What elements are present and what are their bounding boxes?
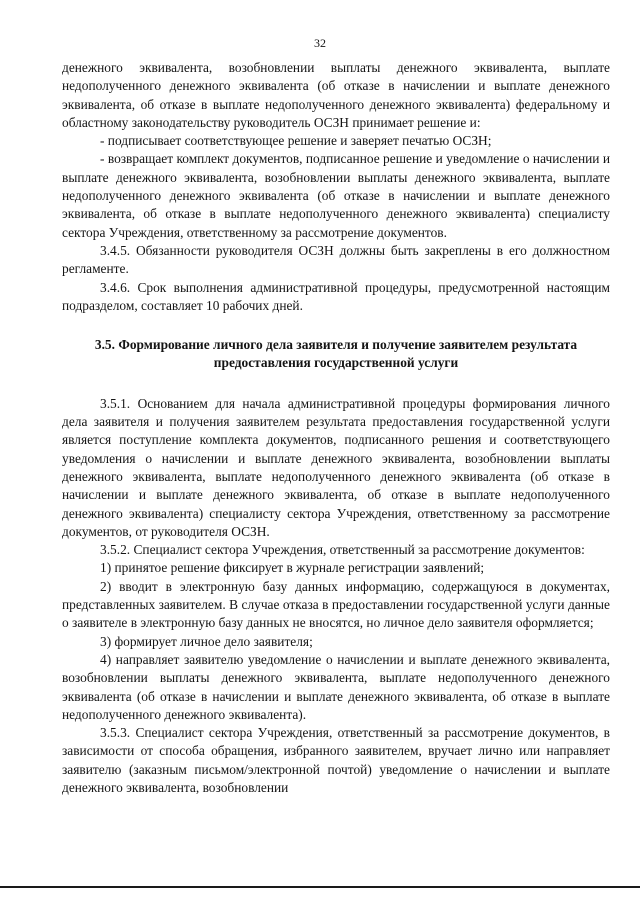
paragraph-continuation: денежного эквивалента, возобновлении выплаты денежного эквивалента, выплате недополученного денежного эквивалента (об отказе в начислении и выплате денежного эквивалента, об отказе в выплате недополученного денежного эквивалента) федеральному и областному законодательству руководитель ОСЗН принимает решение и: — [62, 60, 610, 130]
list-item-3: 3) формирует личное дело заявителя; — [100, 633, 313, 649]
paragraph-3-5-2: 3.5.2. Специалист сектора Учреждения, ответственный за рассмотрение документов: — [100, 542, 585, 558]
paragraph-3-4-5: 3.4.5. Обязанности руководителя ОСЗН должны быть закреплены в его должностном регламенте. — [62, 242, 610, 277]
document-body — [62, 59, 610, 797]
section-heading-3-5: 3.5. Формирование личного дела заявителя и получение заявителем результата предоставления государственной услуги — [94, 337, 578, 371]
page-bottom-rule — [0, 886, 640, 888]
paragraph-3-4-6: 3.4.6. Срок выполнения административной процедуры, предусмотренной настоящим подразделом, составляет 10 рабочих дней. — [62, 279, 610, 313]
page-number: 32 — [314, 36, 326, 50]
list-item-4: 4) направляет заявителю уведомление о начислении и выплате денежного эквивалента, возобновлении выплаты денежного эквивалента, выплате недополученного денежного эквивалента (об отказе в начислении и выплате денежного эквивалента, об отказе в выплате недополученного денежного эквивалента). — [62, 651, 610, 722]
paragraph-return-documents: - возвращает комплект документов, подписанное решение и уведомление о начислении и выплате денежного эквивалента, возобновлении выплаты денежного эквивалента, выплате недополученного денежного эквивалента (об отказе в начислении и выплате денежного эквивалента, об отказе в выплате недополученного денежного эквивалента) специалисту сектора Учреждения, ответственному за рассмотрение документов. — [62, 151, 610, 240]
list-item-2: 2) вводит в электронную базу данных информацию, содержащуюся в документах, представленных заявителем. В случае отказа в предоставлении государственной услуги данные о заявителе в электронную базу данных не вносятся, но личное дело заявителя оформляется; — [62, 578, 610, 631]
paragraph-3-5-1: 3.5.1. Основанием для начала административной процедуры формирования личного дела заявителя и получения заявителем результата предоставления государственной услуги является поступление комплекта документов, подписанного решения и соответствующего уведомления о начислении и выплате денежного эквивалента, возобновлении выплаты денежного эквивалента, выплате недополученного денежного эквивалента (об отказе в начислении и выплате денежного эквивалента, об отказе в выплате недополученного денежного эквивалента) специалисту сектора Учреждения, ответственному за рассмотрение документов, от руководителя ОСЗН. — [62, 395, 610, 539]
paragraph-sign-decision: - подписывает соответствующее решение и заверяет печатью ОСЗН; — [100, 133, 492, 149]
list-item-1: 1) принятое решение фиксирует в журнале регистрации заявлений; — [100, 560, 485, 576]
paragraph-3-5-3: 3.5.3. Специалист сектора Учреждения, ответственный за рассмотрение документов, в зависимости от способа обращения, избранного заявителем, вручает лично или направляет заявителю (заказным письмом/электронной почтой) уведомление о начислении и выплате денежного эквивалента, возобновлении — [62, 725, 610, 795]
